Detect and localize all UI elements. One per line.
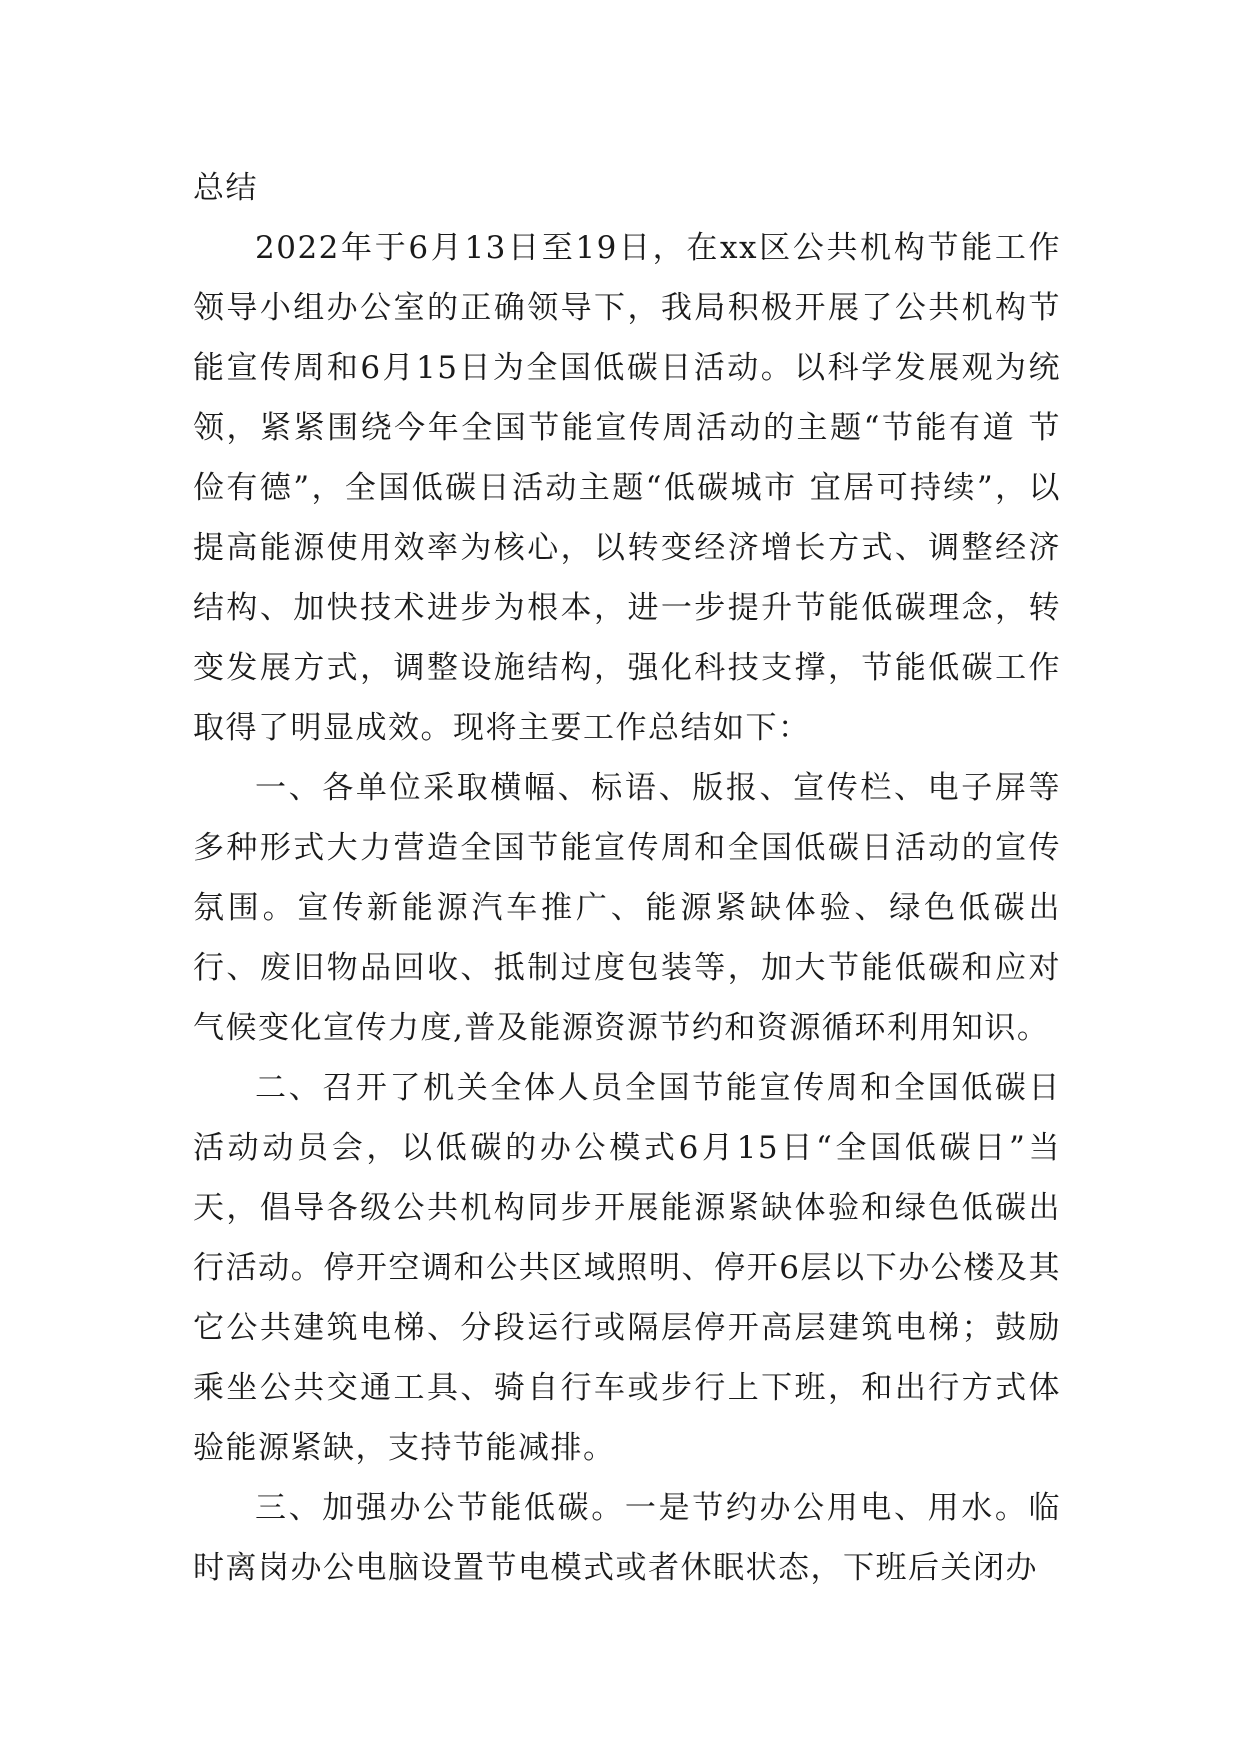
paragraph-intro: 2022年于6月13日至19日，在xx区公共机构节能工作领导小组办公室的正确领导下，我局积极开展了公共机构节能宣传周和6月15日为全国低碳日活动。以科学发展观为统领，紧紧围绕今年全国节能宣传周活动的主题“节能有道 节俭有德”，全国低碳日活动主题“低碳城市 宜居可持续”，以提高能源使用效率为核心，以转变经济增长方式、调整经济结构、加快技术进步为根本，进一步提升节能低碳理念，转变发展方式，调整设施结构，强化科技支撑，节能低碳工作取得了明显成效。现将主要工作总结如下：	[193, 230, 1061, 746]
paragraph-section-three: 三、加强办公节能低碳。一是节约办公用电、用水。临时离岗办公电脑设置节电模式或者休眠状态，下班后关闭办	[193, 1490, 1061, 1586]
document-heading: 总结	[193, 170, 258, 206]
document-body	[193, 158, 1061, 1598]
paragraph-section-two: 二、召开了机关全体人员全国节能宣传周和全国低碳日活动动员会，以低碳的办公模式6月15日“全国低碳日”当天，倡导各级公共机构同步开展能源紧缺体验和绿色低碳出行活动。停开空调和公共区域照明、停开6层以下办公楼及其它公共建筑电梯、分段运行或隔层停开高层建筑电梯；鼓励乘坐公共交通工具、骑自行车或步行上下班，和出行方式体验能源紧缺，支持节能减排。	[193, 1070, 1061, 1466]
paragraph-section-one: 一、各单位采取横幅、标语、版报、宣传栏、电子屏等多种形式大力营造全国节能宣传周和全国低碳日活动的宣传氛围。宣传新能源汽车推广、能源紧缺体验、绿色低碳出行、废旧物品回收、抵制过度包装等，加大节能低碳和应对气候变化宣传力度,普及能源资源节约和资源循环利用知识。	[193, 770, 1061, 1046]
